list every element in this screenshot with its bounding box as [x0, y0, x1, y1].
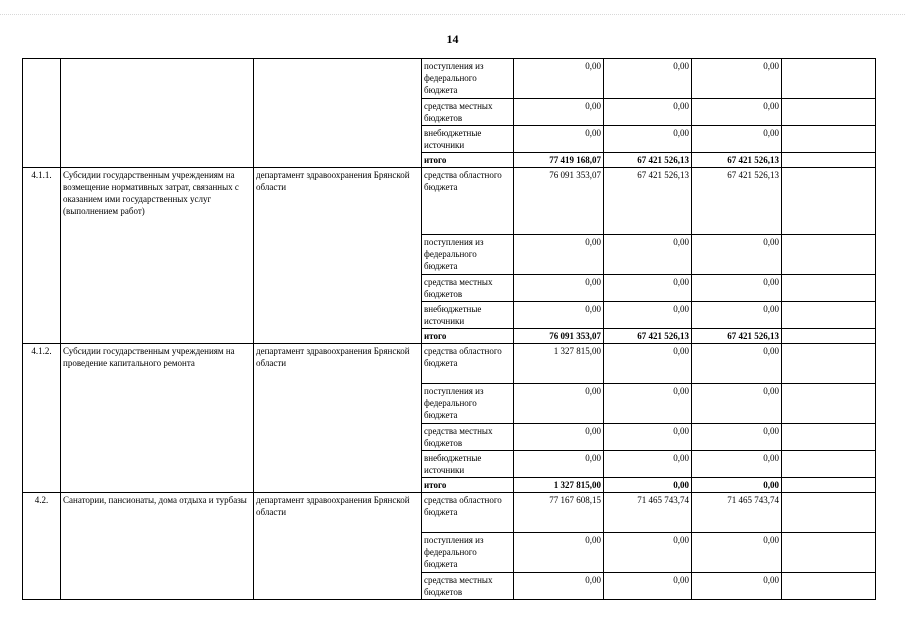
empty-cell — [782, 478, 876, 493]
amount-year-3: 0,00 — [692, 302, 782, 329]
amount-year-3: 0,00 — [692, 424, 782, 451]
amount-year-2: 0,00 — [604, 424, 692, 451]
amount-year-2: 0,00 — [604, 126, 692, 153]
amount-year-1: 76 091 353,07 — [514, 168, 604, 235]
item-code — [23, 59, 61, 168]
amount-year-2: 0,00 — [604, 59, 692, 99]
amount-year-3: 0,00 — [692, 235, 782, 275]
item-executor: департамент здравоохранения Брянской области — [254, 168, 422, 344]
amount-year-1: 0,00 — [514, 235, 604, 275]
amount-year-1: 0,00 — [514, 99, 604, 126]
budget-table — [22, 58, 876, 600]
amount-year-1: 0,00 — [514, 59, 604, 99]
funding-source: средства областного бюджета — [422, 493, 514, 533]
item-name: Субсидии государственным учреждениям на проведение капитального ремонта — [61, 344, 254, 493]
amount-year-2: 0,00 — [604, 235, 692, 275]
table-row — [23, 59, 876, 99]
empty-cell — [782, 302, 876, 329]
funding-source: средства местных бюджетов — [422, 573, 514, 600]
amount-year-2: 0,00 — [604, 533, 692, 573]
empty-cell — [782, 573, 876, 600]
item-executor — [254, 59, 422, 168]
empty-cell — [782, 344, 876, 384]
empty-cell — [782, 59, 876, 99]
funding-source: итого — [422, 329, 514, 344]
empty-cell — [782, 126, 876, 153]
item-code: 4.2. — [23, 493, 61, 600]
amount-year-3: 0,00 — [692, 478, 782, 493]
amount-year-1: 76 091 353,07 — [514, 329, 604, 344]
amount-year-1: 1 327 815,00 — [514, 344, 604, 384]
empty-cell — [782, 235, 876, 275]
empty-cell — [782, 384, 876, 424]
amount-year-3: 67 421 526,13 — [692, 168, 782, 235]
amount-year-1: 77 419 168,07 — [514, 153, 604, 168]
funding-source: внебюджетные источники — [422, 126, 514, 153]
amount-year-1: 0,00 — [514, 424, 604, 451]
item-executor: департамент здравоохранения Брянской области — [254, 344, 422, 493]
item-executor: департамент здравоохранения Брянской области — [254, 493, 422, 600]
funding-source: средства местных бюджетов — [422, 99, 514, 126]
funding-source: внебюджетные источники — [422, 302, 514, 329]
amount-year-1: 0,00 — [514, 302, 604, 329]
item-name — [61, 59, 254, 168]
empty-cell — [782, 329, 876, 344]
amount-year-2: 67 421 526,13 — [604, 168, 692, 235]
table-row — [23, 493, 876, 533]
item-name: Субсидии государственным учреждениям на возмещение нормативных затрат, связанных с оказанием ими государственных услуг (выполнением работ) — [61, 168, 254, 344]
empty-cell — [782, 153, 876, 168]
amount-year-1: 1 327 815,00 — [514, 478, 604, 493]
amount-year-2: 0,00 — [604, 573, 692, 600]
amount-year-2: 67 421 526,13 — [604, 329, 692, 344]
amount-year-3: 0,00 — [692, 451, 782, 478]
empty-cell — [782, 533, 876, 573]
amount-year-2: 67 421 526,13 — [604, 153, 692, 168]
amount-year-2: 0,00 — [604, 99, 692, 126]
funding-source: средства местных бюджетов — [422, 275, 514, 302]
amount-year-3: 0,00 — [692, 384, 782, 424]
table-row — [23, 344, 876, 384]
amount-year-1: 0,00 — [514, 384, 604, 424]
funding-source: средства областного бюджета — [422, 168, 514, 235]
empty-cell — [782, 99, 876, 126]
amount-year-3: 67 421 526,13 — [692, 153, 782, 168]
amount-year-2: 0,00 — [604, 302, 692, 329]
page-number: 14 — [446, 32, 459, 46]
funding-source: итого — [422, 478, 514, 493]
empty-cell — [782, 451, 876, 478]
amount-year-2: 0,00 — [604, 344, 692, 384]
empty-cell — [782, 493, 876, 533]
amount-year-3: 71 465 743,74 — [692, 493, 782, 533]
amount-year-3: 0,00 — [692, 533, 782, 573]
item-code: 4.1.2. — [23, 344, 61, 493]
amount-year-1: 0,00 — [514, 573, 604, 600]
budget-table-body — [23, 59, 876, 600]
amount-year-3: 0,00 — [692, 573, 782, 600]
empty-cell — [782, 275, 876, 302]
table-row — [23, 168, 876, 235]
amount-year-3: 0,00 — [692, 99, 782, 126]
funding-source: средства местных бюджетов — [422, 424, 514, 451]
amount-year-1: 0,00 — [514, 451, 604, 478]
amount-year-3: 0,00 — [692, 275, 782, 302]
funding-source: поступления из федерального бюджета — [422, 59, 514, 99]
amount-year-3: 0,00 — [692, 126, 782, 153]
amount-year-2: 0,00 — [604, 384, 692, 424]
amount-year-1: 0,00 — [514, 533, 604, 573]
item-name: Санатории, пансионаты, дома отдыха и турбазы — [61, 493, 254, 600]
funding-source: поступления из федерального бюджета — [422, 533, 514, 573]
funding-source: внебюджетные источники — [422, 451, 514, 478]
amount-year-2: 0,00 — [604, 275, 692, 302]
amount-year-2: 0,00 — [604, 451, 692, 478]
amount-year-3: 0,00 — [692, 59, 782, 99]
item-code: 4.1.1. — [23, 168, 61, 344]
amount-year-1: 77 167 608,15 — [514, 493, 604, 533]
amount-year-2: 0,00 — [604, 478, 692, 493]
empty-cell — [782, 424, 876, 451]
amount-year-1: 0,00 — [514, 275, 604, 302]
amount-year-1: 0,00 — [514, 126, 604, 153]
funding-source: поступления из федерального бюджета — [422, 384, 514, 424]
amount-year-3: 67 421 526,13 — [692, 329, 782, 344]
amount-year-2: 71 465 743,74 — [604, 493, 692, 533]
funding-source: итого — [422, 153, 514, 168]
empty-cell — [782, 168, 876, 235]
funding-source: поступления из федерального бюджета — [422, 235, 514, 275]
amount-year-3: 0,00 — [692, 344, 782, 384]
scan-top-edge — [0, 14, 905, 16]
funding-source: средства областного бюджета — [422, 344, 514, 384]
